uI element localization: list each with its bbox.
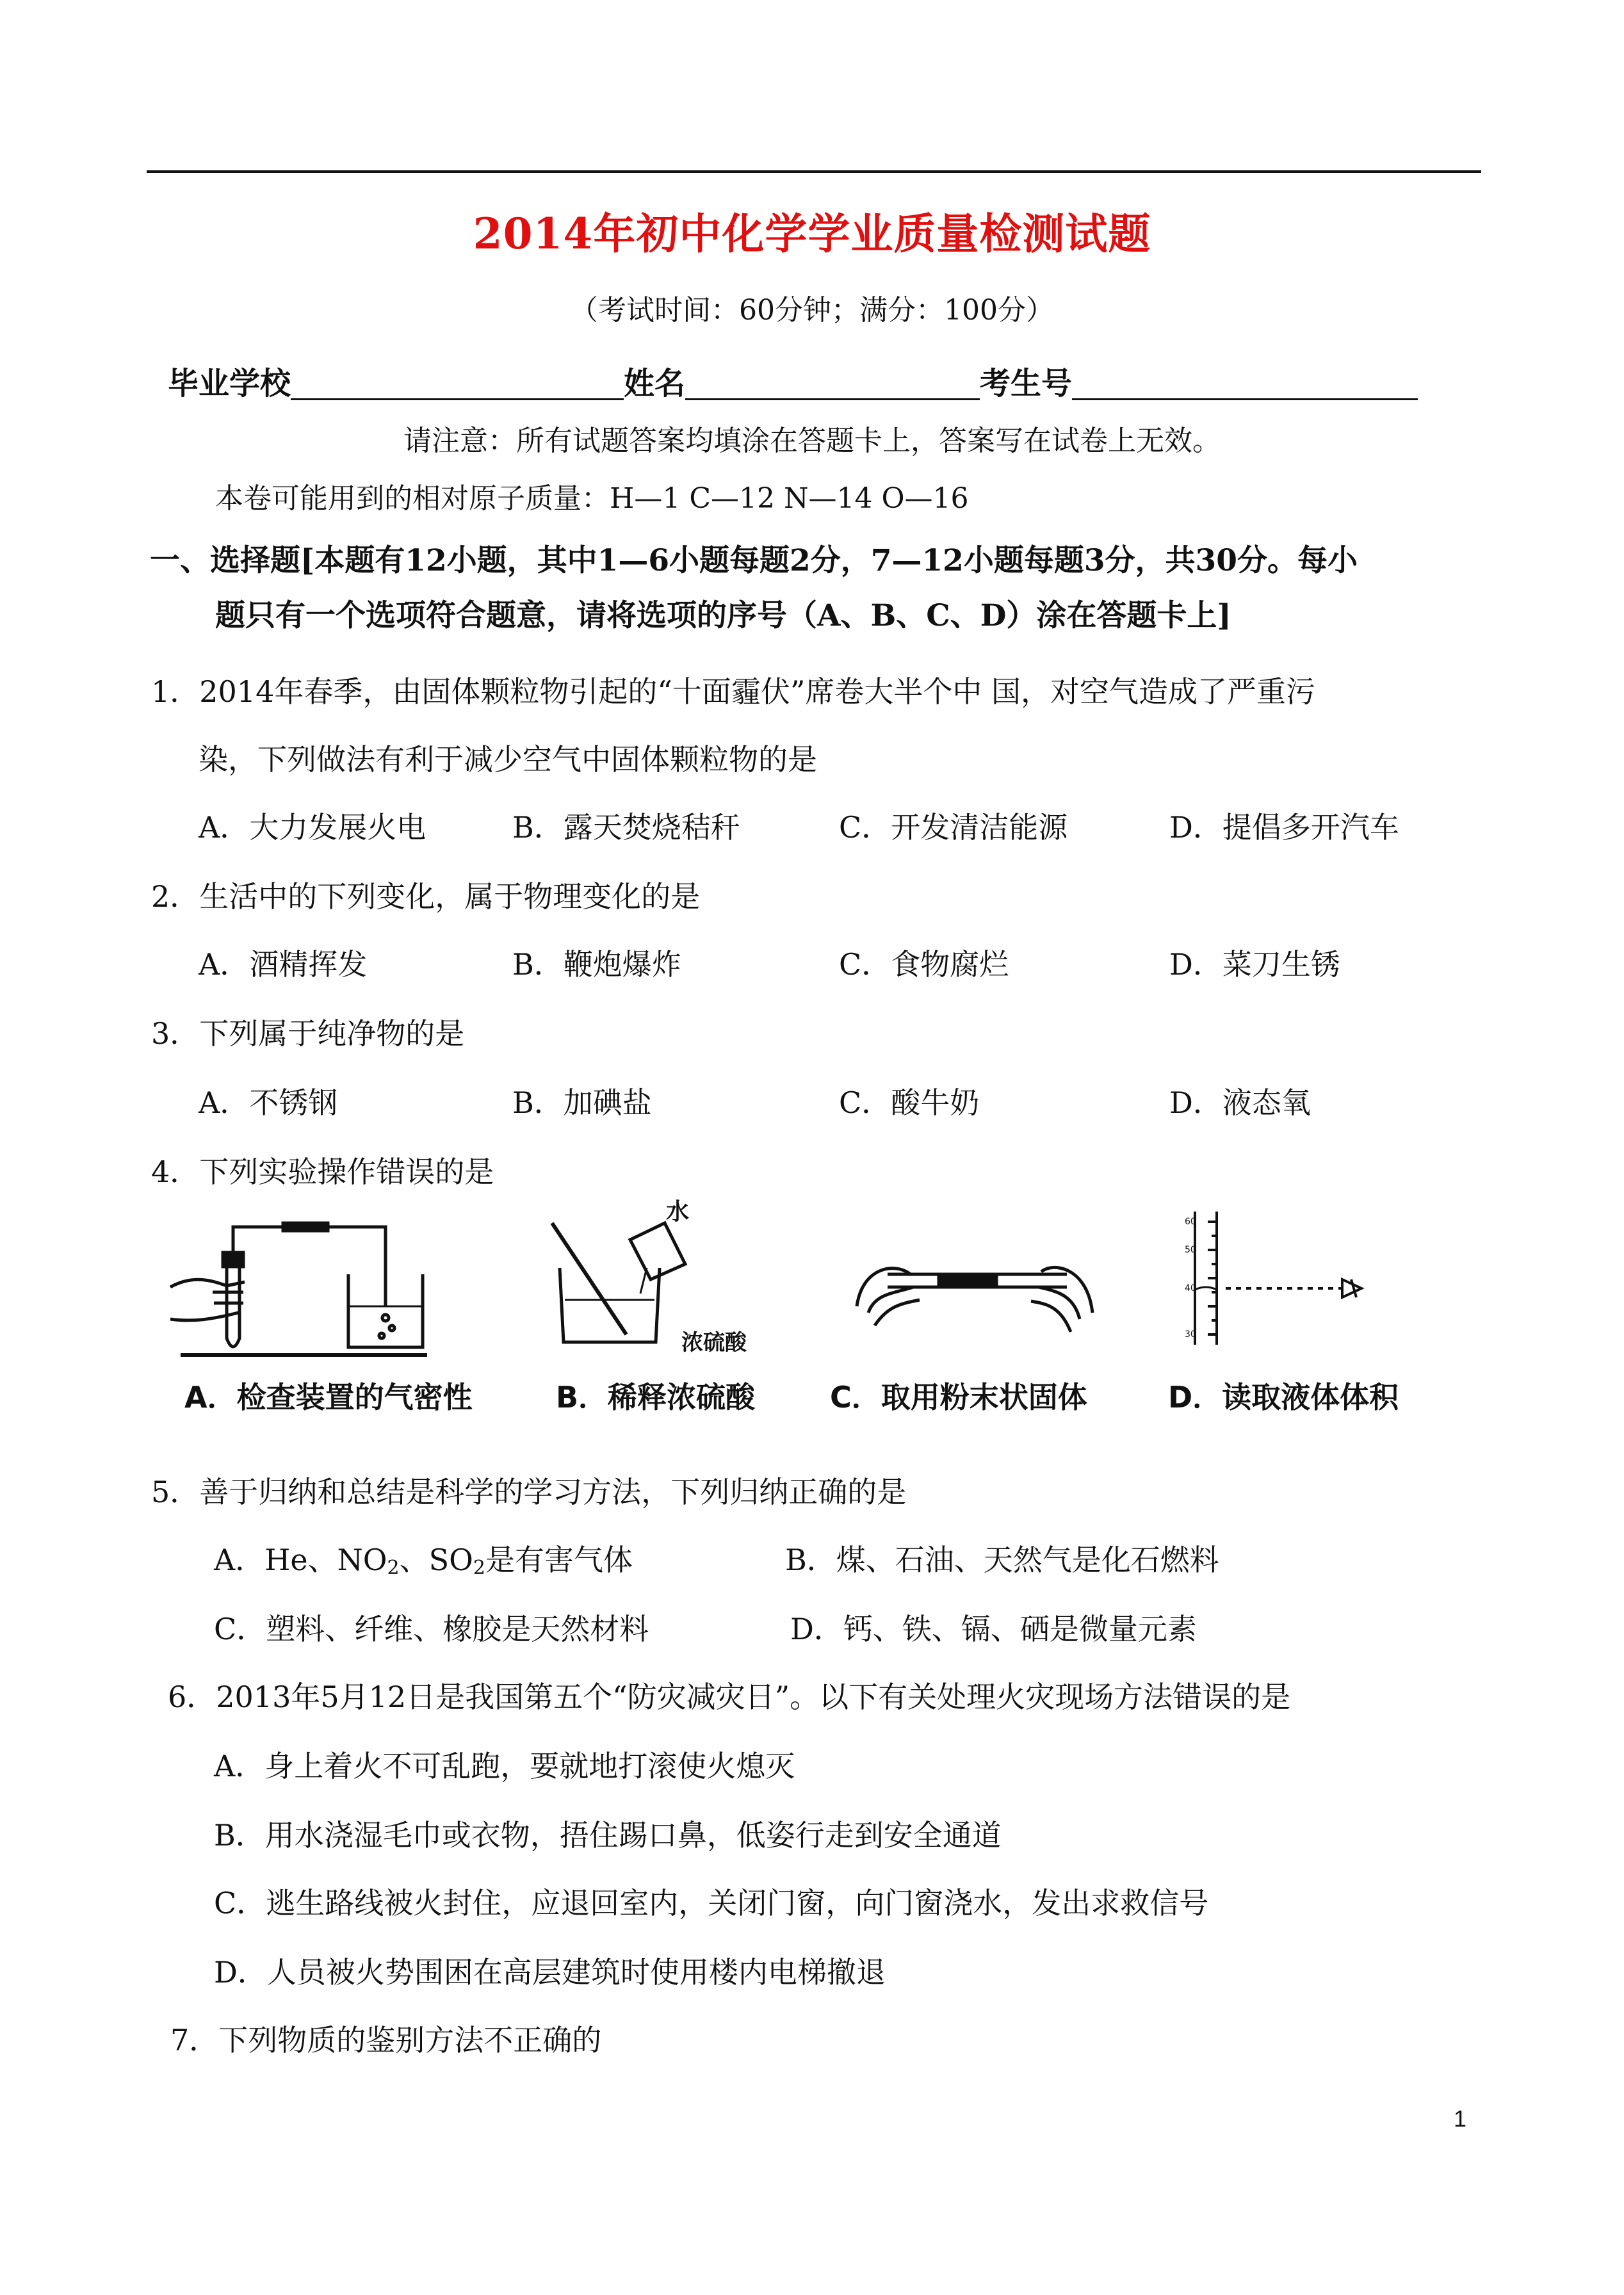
fig-dilute-acid-illustration (551, 1197, 788, 1364)
q5-option-a (214, 1537, 633, 1579)
q6-option-a: A．身上着火不可乱跑，要就地打滚使火熄灭 (214, 1749, 795, 1783)
school-label: 毕业学校 (168, 366, 291, 401)
name-blank (685, 368, 980, 400)
q5-a-sub2: 2 (473, 1557, 485, 1579)
q1-option-b: B．露天焚烧秸秆 (512, 810, 740, 845)
q4-caption-d: D．读取液体体积 (1168, 1380, 1399, 1415)
fig-d-tick-50: 50 (1185, 1245, 1196, 1255)
q7-stem: 7．下列物质的鉴别方法不正确的 (170, 2023, 602, 2057)
q5-option-b: B．煤、石油、天然气是化石燃料 (785, 1543, 1219, 1577)
q1-stem-line1: 1．2014年春季，由固体颗粒物引起的“十面霾伏”席卷大半个中 国，对空气造成了严重污 (151, 674, 1315, 709)
q5-option-c: C．塑料、纤维、橡胶是天然材料 (214, 1612, 649, 1646)
q3-option-a: A．不锈钢 (199, 1085, 338, 1120)
q2-option-a: A．酒精挥发 (199, 947, 368, 982)
q3-option-c: C．酸牛奶 (839, 1085, 980, 1120)
q5-a-pre: A．He、NO (214, 1543, 387, 1577)
q6-stem: 6．2013年5月12日是我国第五个“防灾减灾日”。以下有关处理火灾现场方法错误的是 (168, 1680, 1291, 1714)
q4-caption-b: B．稀释浓硫酸 (556, 1380, 756, 1415)
q2-stem: 2．生活中的下列变化，属于物理变化的是 (151, 879, 701, 914)
atomic-masses: 本卷可能用到的相对原子质量：H—1 C—12 N—14 O—16 (215, 482, 969, 515)
school-blank (291, 368, 624, 400)
q6-option-d: D．人员被火势围困在高层建筑时使用楼内电梯撤退 (214, 1955, 886, 1990)
fig-d-tick-40: 40 (1185, 1283, 1196, 1293)
q5-a-post: 是有害气体 (485, 1543, 633, 1577)
q4-caption-a: A．检查装置的气密性 (184, 1380, 473, 1415)
header-rule (147, 170, 1481, 173)
q1-option-c: C．开发清洁能源 (839, 810, 1068, 845)
q1-stem-line2: 染，下列做法有利于减少空气中固体颗粒物的是 (199, 742, 817, 777)
exam-subtitle: （考试时间：60分钟；满分：100分） (570, 294, 1054, 327)
fig-d-tick-60: 60 (1185, 1217, 1196, 1227)
q3-option-d: D．液态氧 (1169, 1085, 1311, 1120)
exam-title: 2014年初中化学学业质量检测试题 (473, 209, 1151, 259)
fig-read-volume-illustration (1185, 1210, 1393, 1358)
name-label: 姓名 (624, 366, 686, 401)
fig-d-tick-30: 30 (1185, 1329, 1196, 1340)
section1-line1: 一、选择题[本题有12小题，其中1—6小题每题2分，7—12小题每题3分，共30分。每小 (150, 543, 1358, 578)
q4-stem: 4．下列实验操作错误的是 (151, 1155, 494, 1189)
q2-option-d: D．菜刀生锈 (1169, 947, 1340, 982)
fig-b-acid-label: 浓硫酸 (681, 1330, 747, 1356)
fig-airtight-check-illustration (168, 1210, 437, 1364)
q5-a-mid: 、SO (399, 1543, 473, 1577)
q6-option-c: C．逃生路线被火封住，应退回室内，关闭门窗，向门窗浇水，发出求救信号 (214, 1886, 1209, 1920)
student-info-fields (168, 359, 1418, 403)
q6-option-b: B．用水浇湿毛巾或衣物，捂住踢口鼻，低姿行走到安全通道 (214, 1818, 1002, 1853)
q2-option-c: C．食物腐烂 (839, 947, 1009, 982)
section1-line2: 题只有一个选项符合题意，请将选项的序号（A、B、C、D）涂在答题卡上] (215, 598, 1231, 633)
q4-caption-c: C．取用粉末状固体 (830, 1380, 1087, 1415)
fig-powder-solid-illustration (849, 1242, 1105, 1338)
q3-option-b: B．加碘盐 (512, 1085, 652, 1120)
q2-option-b: B．鞭炮爆炸 (512, 947, 681, 982)
notice: 请注意：所有试题答案均填涂在答题卡上，答案写在试卷上无效。 (403, 425, 1221, 457)
q3-stem: 3．下列属于纯净物的是 (151, 1016, 465, 1051)
q5-a-sub1: 2 (387, 1557, 400, 1579)
q1-option-a: A．大力发展火电 (199, 810, 426, 845)
exam-no-label: 考生号 (980, 366, 1073, 401)
exam-no-blank (1072, 368, 1418, 400)
q1-option-d: D．提倡多开汽车 (1169, 810, 1399, 845)
q5-stem: 5．善于归纳和总结是科学的学习方法，下列归纳正确的是 (151, 1475, 907, 1509)
page-number: 1 (1454, 2105, 1467, 2132)
q5-option-d: D．钙、铁、镉、硒是微量元素 (790, 1612, 1197, 1646)
fig-b-water-label: 水 (666, 1199, 690, 1225)
